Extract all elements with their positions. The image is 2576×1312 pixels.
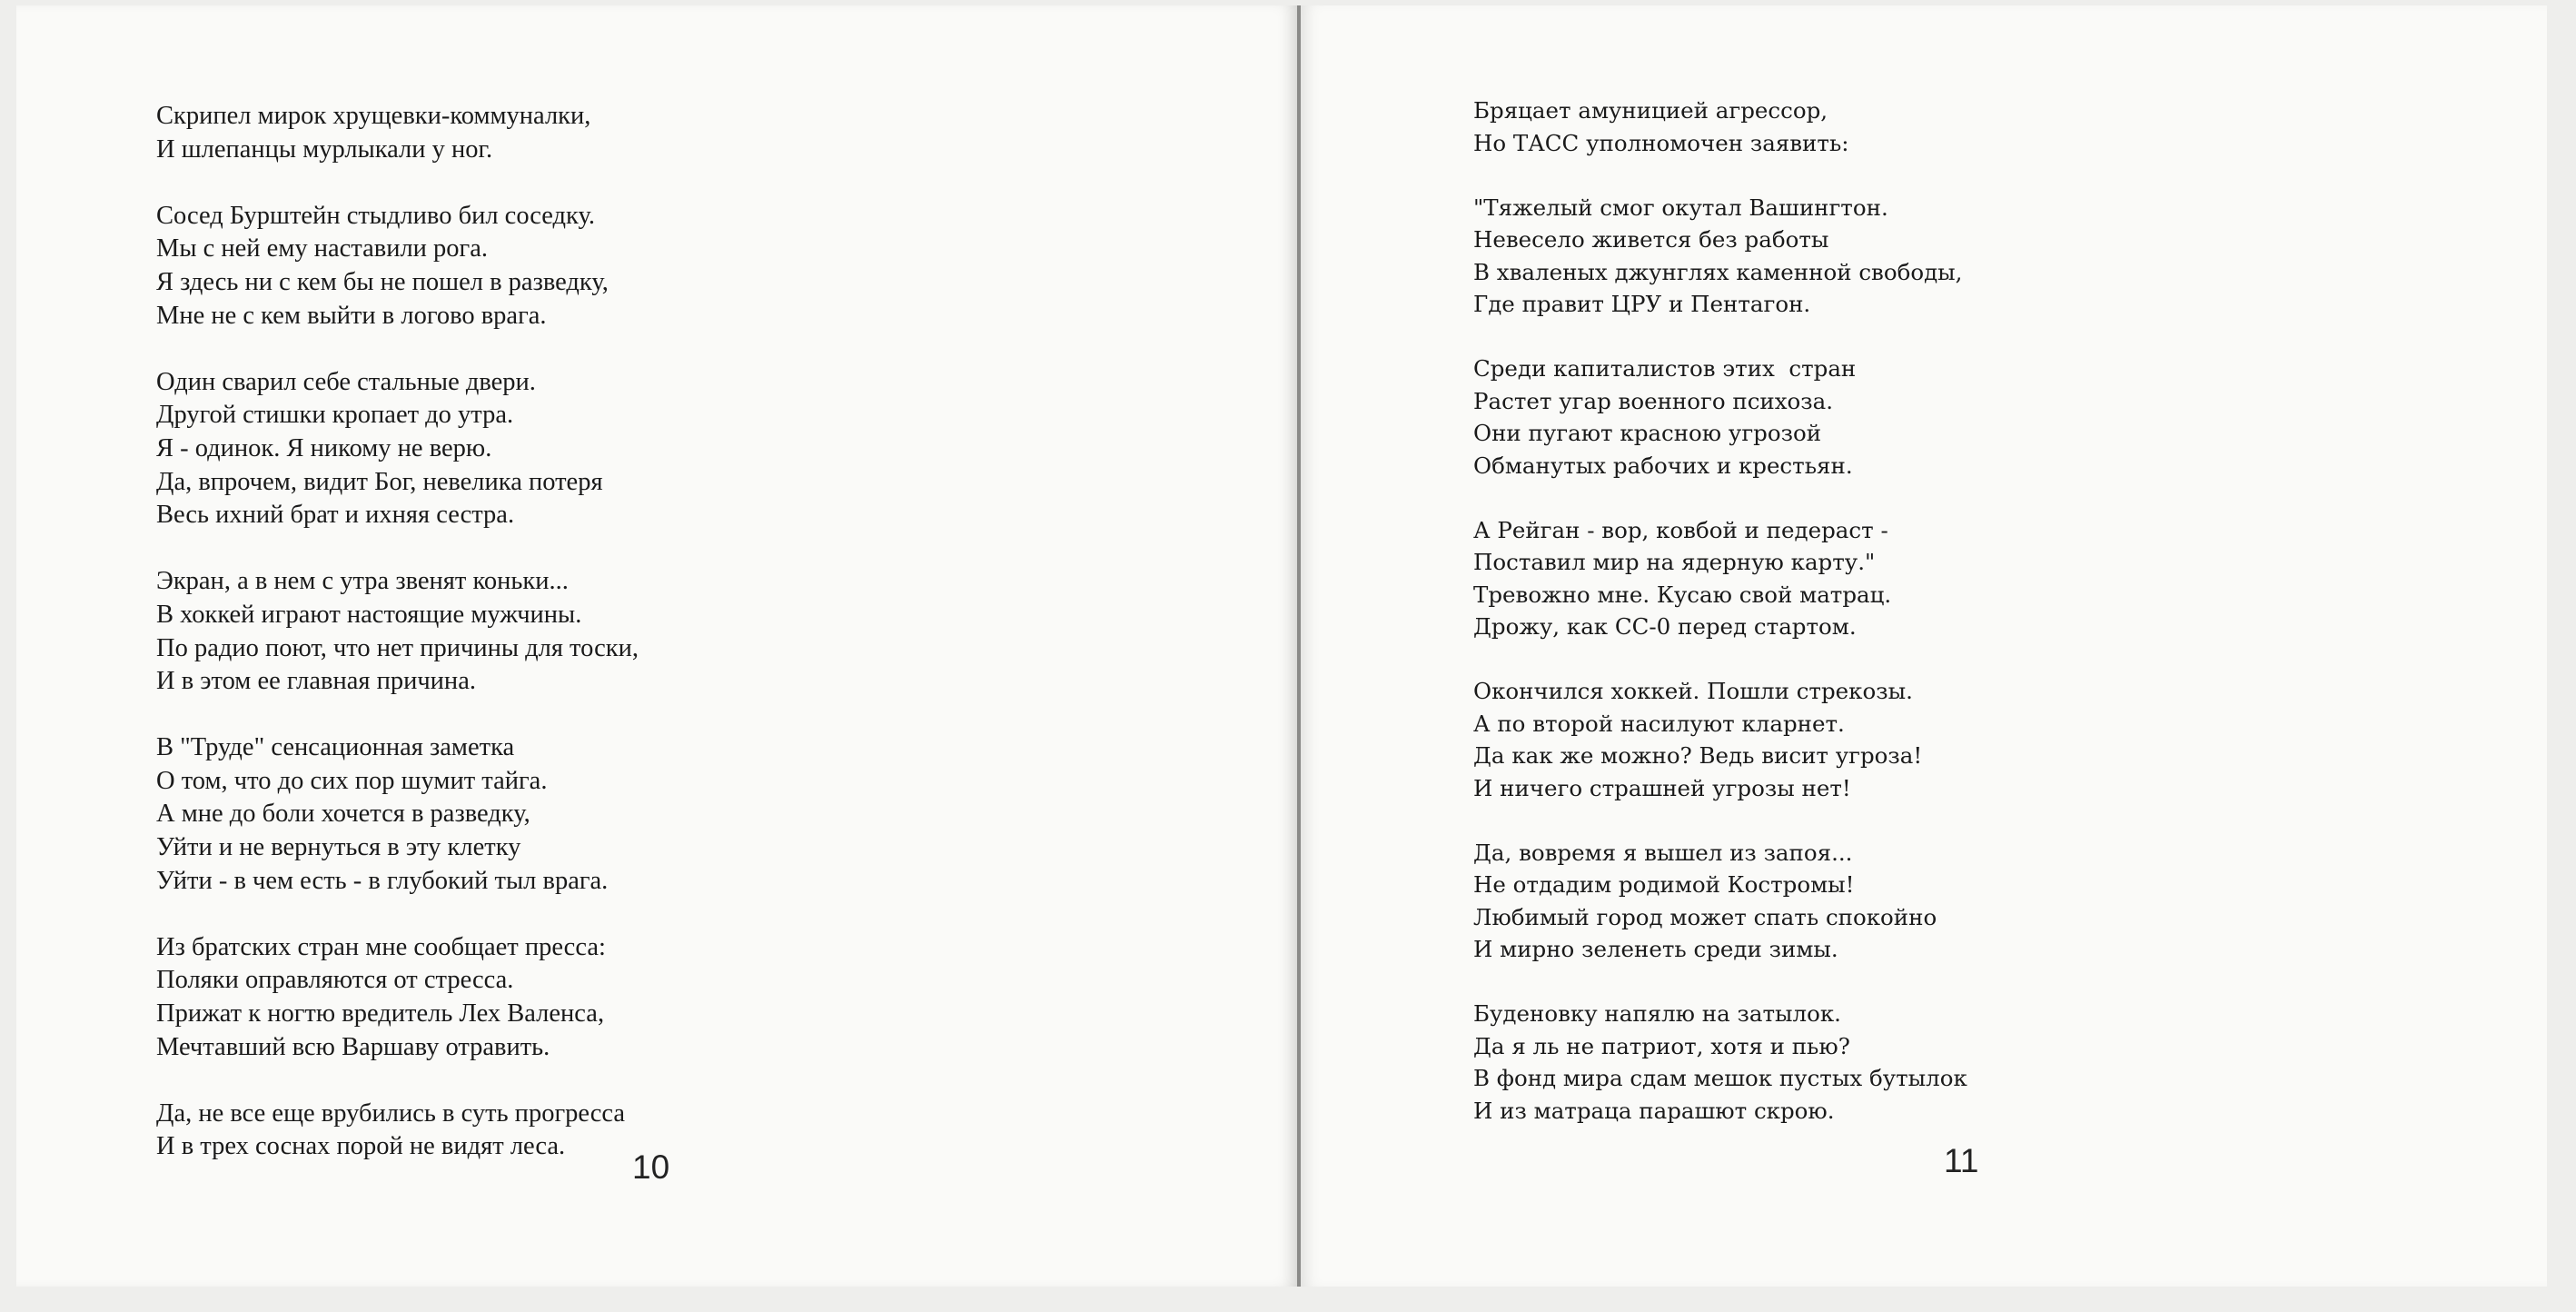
poem-line: А по второй насилуют кларнет. (1473, 710, 1845, 737)
poem-text (1473, 94, 1967, 1159)
poem-line: Один сварил себе стальные двери. (156, 367, 536, 396)
poem-text (156, 100, 639, 1198)
stanza (1473, 514, 1967, 643)
poem-line: Тревожно мне. Кусаю свой матрац. (1473, 581, 1892, 608)
stanza (156, 731, 639, 898)
poem-line: Растет угар военного психоза. (1473, 387, 1834, 414)
poem-line: "Тяжелый смог окутал Вашингтон. (1473, 194, 1888, 221)
stanza (1473, 837, 1967, 966)
poem-line: Мы с ней ему наставили рога. (156, 234, 489, 263)
poem-line: И из матраца парашют скрою. (1473, 1097, 1835, 1124)
poem-line: В фонд мира сдам мешок пустых бутылок (1473, 1065, 1967, 1091)
stanza (1473, 675, 1967, 804)
poem-line: Мне не с кем выйти в логово врага. (156, 301, 547, 330)
poem-line: Скрипел мирок хрущевки-коммуналки, (156, 102, 591, 130)
poem-line: Да я ль не патриот, хотя и пью? (1473, 1032, 1850, 1059)
stanza (156, 200, 639, 333)
page-number: 10 (632, 1148, 670, 1186)
poem-line: Да, вовремя я вышел из запоя... (1473, 839, 1853, 866)
poem-line: Но ТАСС уполномочен заявить: (1473, 129, 1849, 156)
stanza (156, 565, 639, 698)
poem-line: Да, не все еще врубились в суть прогресса (156, 1098, 626, 1128)
poem-line: Невесело живется без работы (1473, 226, 1829, 253)
stanza (156, 366, 639, 532)
poem-line: Я здесь ни с кем бы не пошел в разведку, (156, 267, 609, 296)
stanza (1473, 192, 1967, 321)
page-number: 11 (1944, 1142, 1979, 1179)
poem-line: Уйти и не вернуться в эту клетку (156, 833, 521, 862)
stanza (1473, 94, 1967, 159)
poem-line: Мечтавший всю Варшаву отравить. (156, 1032, 550, 1061)
poem-line: Весь ихний брат и ихняя сестра. (156, 501, 515, 530)
left-page (16, 5, 1297, 1287)
stanza (156, 1098, 639, 1164)
poem-line: Поставил мир на ядерную карту." (1473, 549, 1876, 575)
poem-line: Буденовку напялю на затылок. (1473, 1000, 1841, 1027)
poem-line: Дрожу, как СС-0 перед стартом. (1473, 613, 1857, 640)
poem-line: Где правит ЦРУ и Пентагон. (1473, 291, 1811, 317)
poem-line: По радио поют, что нет причины для тоски, (156, 633, 639, 662)
poem-line: В хоккей играют настоящие мужчины. (156, 600, 582, 629)
poem-line: Не отдадим родимой Костромы! (1473, 871, 1855, 898)
poem-line: Другой стишки кропает до утра. (156, 401, 514, 430)
stanza (156, 100, 639, 166)
poem-line: Экран, а в нем с утра звенят коньки... (156, 567, 569, 596)
poem-line: Они пугают красною угрозой (1473, 420, 1822, 446)
poem-line: Окончился хоккей. Пошли стрекозы. (1473, 678, 1913, 704)
poem-line: А мне до боли хочется в разведку, (156, 800, 530, 829)
poem-line: В "Труде" сенсационная заметка (156, 733, 515, 762)
poem-line: И в этом ее главная причина. (156, 667, 476, 696)
poem-line: И мирно зеленеть среди зимы. (1473, 936, 1838, 962)
poem-line: Уйти - в чем есть - в глубокий тыл врага. (156, 866, 609, 895)
stanza (156, 931, 639, 1064)
poem-line: Из братских стран мне сообщает пресса: (156, 932, 606, 961)
poem-line: В хваленых джунглях каменной свободы, (1473, 258, 1963, 285)
poem-line: Прижат к ногтю вредитель Лех Валенса, (156, 999, 605, 1029)
poem-line: Да, впрочем, видит Бог, невелика потеря (156, 467, 603, 496)
stanza (1473, 998, 1967, 1127)
poem-line: Любимый город может спать спокойно (1473, 903, 1937, 930)
poem-line: И шлепанцы мурлыкали у ног. (156, 134, 493, 164)
stanza (1473, 353, 1967, 482)
poem-line: Среди капиталистов этих стран (1473, 355, 1857, 382)
poem-line: Я - одинок. Я никому не верю. (156, 433, 492, 462)
right-page (1301, 5, 2547, 1287)
poem-line: О том, что до сих пор шумит тайга. (156, 766, 548, 795)
poem-line: Да как же можно? Ведь висит угроза! (1473, 742, 1923, 769)
poem-line: Сосед Бурштейн стыдливо бил соседку. (156, 201, 596, 230)
poem-line: Обманутых рабочих и крестьян. (1473, 452, 1853, 479)
poem-line: Бряцает амуницией агрессор, (1473, 97, 1828, 124)
poem-line: А Рейган - вор, ковбой и педераст - (1473, 516, 1888, 543)
poem-line: И в трех соснах порой не видят леса. (156, 1132, 566, 1161)
poem-line: Поляки оправляются от стресса. (156, 966, 514, 995)
poem-line: И ничего страшней угрозы нет! (1473, 774, 1851, 801)
